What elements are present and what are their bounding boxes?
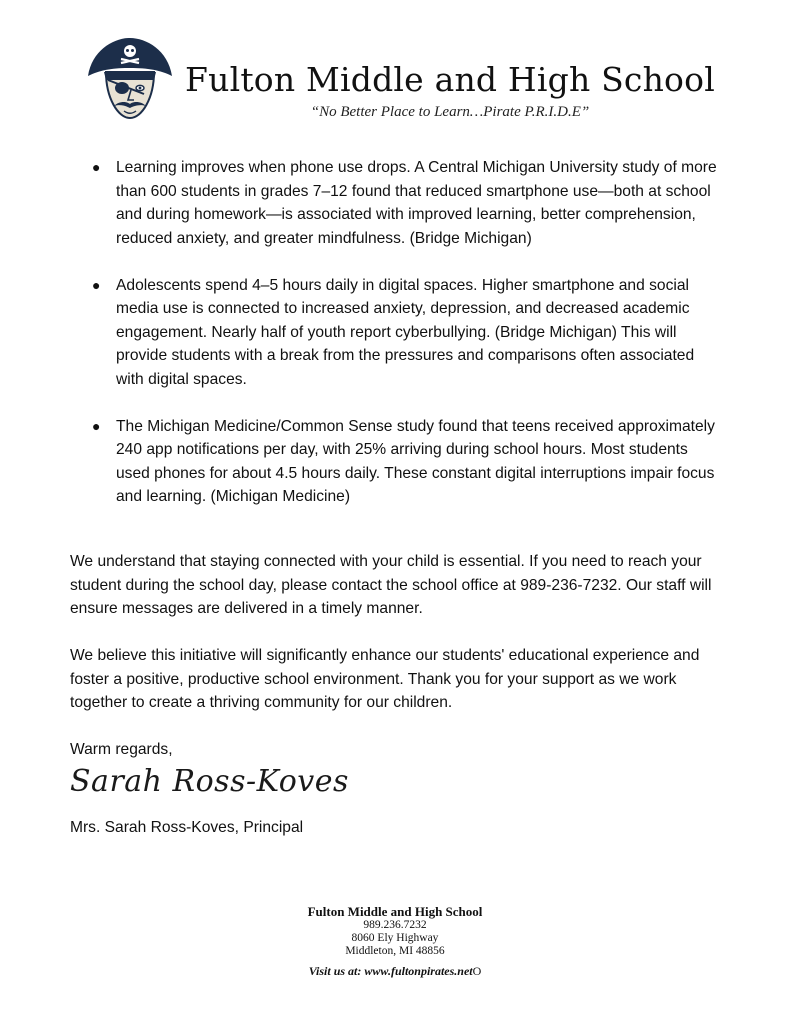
footer-city: Middleton, MI 48856: [345, 945, 445, 957]
bullet-dot-icon: ●: [92, 417, 101, 434]
bullet-dot-icon: ●: [92, 159, 101, 175]
benefits-list: [70, 156, 720, 532]
list-item-text: The Michigan Medicine/Common Sense study found that teens received approximately 240 app notifications per day, with 25% arriving during school hours. Most students used phones for about 4.5 hours daily. These constant digital interruptions impair focus and learning. (Michigan Medicine): [116, 417, 715, 505]
list-item-text: Adolescents spend 4–5 hours daily in digital spaces. Higher smartphone and social media use is connected to increased anxiety, depression, and decreased academic engagement. Nearly half of youth report cyberbullying. (Bridge Michigan) This will provide students with a break from the pressures and comparisons often associated with digital spaces.: [116, 276, 695, 388]
contact-paragraph: We understand that staying connected with your child is essential. If you need to reach your student during the school day, please contact the school office at 989-236-7232. Our staff will ensure messages are delivered in a timely manner.: [70, 553, 712, 617]
bullet-dot-icon: ●: [92, 276, 101, 293]
handwritten-signature: Sarah Ross-Koves: [70, 764, 349, 799]
pirate-mascot-icon: [84, 36, 176, 122]
footer-trailing-mark: O: [472, 964, 482, 978]
regards-line: Warm regards,: [70, 741, 173, 758]
signer-name-title: Mrs. Sarah Ross-Koves, Principal: [70, 819, 304, 836]
list-item: [70, 156, 720, 250]
footer-street: 8060 Ely Highway: [351, 932, 439, 944]
closing-paragraph: We believe this initiative will significantly enhance our students' educational experience and foster a positive, productive school environment. Thank you for your support as we work together to create a thriving community for our children.: [70, 647, 700, 711]
letterhead-footer: [195, 904, 595, 980]
school-motto: “No Better Place to Learn…Pirate P.R.I.D.E”: [310, 104, 590, 120]
footer-school-name: Fulton Middle and High School: [307, 904, 483, 919]
footer-website-text: Visit us at: www.fultonpirates.net: [308, 964, 473, 978]
list-item: [70, 274, 720, 392]
footer-phone: 989.236.7232: [363, 919, 427, 931]
footer-website: [195, 962, 595, 980]
list-item-text: Learning improves when phone use drops. A Central Michigan University study of more than 600 students in grades 7–12 found that reduced smartphone use—both at school and during homework—is associated with improved learning, better comprehension, reduced anxiety, and greater mindfulness. (Bridge Michigan): [116, 159, 717, 247]
school-name: Fulton Middle and High School: [185, 60, 715, 99]
list-item: [70, 415, 720, 509]
